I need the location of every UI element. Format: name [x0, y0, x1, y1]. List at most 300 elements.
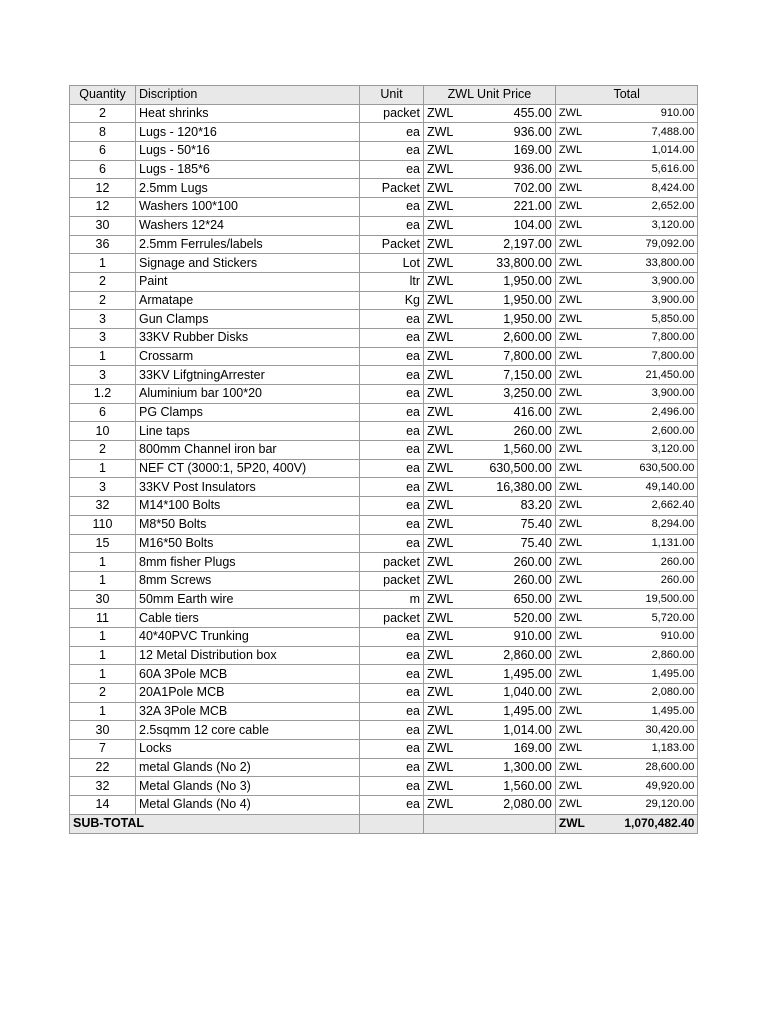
cell-total: 19,500.00: [588, 590, 698, 609]
cell-unit-price: 910.00: [456, 627, 555, 646]
cell-quantity: 3: [70, 366, 136, 385]
table-row: [70, 179, 698, 198]
cell-quantity: 8: [70, 123, 136, 142]
cell-description: Lugs - 120*16: [136, 123, 360, 142]
cell-total-currency: ZWL: [555, 179, 588, 198]
cell-total-currency: ZWL: [555, 571, 588, 590]
cell-total: 1,183.00: [588, 740, 698, 759]
cell-total-currency: ZWL: [555, 366, 588, 385]
cell-unit: ea: [360, 702, 424, 721]
cell-description: Lugs - 185*6: [136, 160, 360, 179]
cell-quantity: 30: [70, 216, 136, 235]
header-quantity: Quantity: [70, 86, 136, 105]
cell-price-currency: ZWL: [424, 590, 457, 609]
cell-total-currency: ZWL: [555, 422, 588, 441]
cell-unit: ea: [360, 721, 424, 740]
cell-total-currency: ZWL: [555, 403, 588, 422]
cell-total-currency: ZWL: [555, 665, 588, 684]
cell-total-currency: ZWL: [555, 459, 588, 478]
table-row: [70, 515, 698, 534]
cell-price-currency: ZWL: [424, 441, 457, 460]
table-row: [70, 478, 698, 497]
cell-unit-price: 169.00: [456, 740, 555, 759]
cell-description: 40*40PVC Trunking: [136, 627, 360, 646]
cell-unit-price: 75.40: [456, 515, 555, 534]
cell-description: 33KV LifgtningArrester: [136, 366, 360, 385]
cell-total-currency: ZWL: [555, 254, 588, 273]
cell-price-currency: ZWL: [424, 235, 457, 254]
cell-total-currency: ZWL: [555, 235, 588, 254]
table-row: [70, 777, 698, 796]
cell-description: Paint: [136, 272, 360, 291]
cell-quantity: 36: [70, 235, 136, 254]
cell-unit: ea: [360, 160, 424, 179]
cell-total-currency: ZWL: [555, 441, 588, 460]
cell-total: 2,860.00: [588, 646, 698, 665]
cell-description: 60A 3Pole MCB: [136, 665, 360, 684]
cell-total-currency: ZWL: [555, 646, 588, 665]
cell-description: 12 Metal Distribution box: [136, 646, 360, 665]
cell-description: PG Clamps: [136, 403, 360, 422]
cell-total-currency: ZWL: [555, 515, 588, 534]
cell-unit: Packet: [360, 235, 424, 254]
header-total: Total: [555, 86, 698, 105]
cell-description: Signage and Stickers: [136, 254, 360, 273]
cell-price-currency: ZWL: [424, 665, 457, 684]
cell-total: 3,900.00: [588, 272, 698, 291]
cell-quantity: 1: [70, 571, 136, 590]
table-row: [70, 571, 698, 590]
cell-total-currency: ZWL: [555, 553, 588, 572]
cell-quantity: 1: [70, 646, 136, 665]
cell-description: M14*100 Bolts: [136, 497, 360, 516]
cell-price-currency: ZWL: [424, 179, 457, 198]
cell-total-currency: ZWL: [555, 142, 588, 161]
cell-quantity: 1: [70, 459, 136, 478]
cell-total: 5,720.00: [588, 609, 698, 628]
cell-unit: ea: [360, 216, 424, 235]
cell-price-currency: ZWL: [424, 254, 457, 273]
cell-description: Washers 100*100: [136, 198, 360, 217]
cell-unit: ea: [360, 142, 424, 161]
cell-unit: ea: [360, 328, 424, 347]
cell-total-currency: ZWL: [555, 702, 588, 721]
table-row: [70, 665, 698, 684]
cell-unit: packet: [360, 104, 424, 123]
cell-price-currency: ZWL: [424, 534, 457, 553]
cell-unit: packet: [360, 609, 424, 628]
cell-total: 2,080.00: [588, 684, 698, 703]
cell-unit-price: 260.00: [456, 553, 555, 572]
cell-price-currency: ZWL: [424, 646, 457, 665]
cell-total-currency: ZWL: [555, 310, 588, 329]
cell-price-currency: ZWL: [424, 758, 457, 777]
cell-quantity: 14: [70, 796, 136, 815]
cell-price-currency: ZWL: [424, 385, 457, 404]
cell-total-currency: ZWL: [555, 627, 588, 646]
cell-total: 29,120.00: [588, 796, 698, 815]
cell-unit-price: 16,380.00: [456, 478, 555, 497]
cell-unit: ea: [360, 758, 424, 777]
cell-total-currency: ZWL: [555, 160, 588, 179]
cell-quantity: 7: [70, 740, 136, 759]
table-row: [70, 328, 698, 347]
cell-quantity: 3: [70, 478, 136, 497]
cell-total: 2,652.00: [588, 198, 698, 217]
cell-quantity: 32: [70, 497, 136, 516]
cell-quantity: 1: [70, 702, 136, 721]
cell-quantity: 12: [70, 179, 136, 198]
table-body: [70, 104, 698, 814]
cell-total: 7,800.00: [588, 328, 698, 347]
cell-price-currency: ZWL: [424, 198, 457, 217]
cell-total-currency: ZWL: [555, 721, 588, 740]
cell-unit: ea: [360, 385, 424, 404]
cell-total: 3,900.00: [588, 385, 698, 404]
cell-price-currency: ZWL: [424, 796, 457, 815]
subtotal-empty-price: [424, 814, 556, 833]
items-table: [69, 85, 698, 834]
cell-description: M16*50 Bolts: [136, 534, 360, 553]
header-unit-price: ZWL Unit Price: [424, 86, 556, 105]
cell-description: M8*50 Bolts: [136, 515, 360, 534]
cell-total-currency: ZWL: [555, 609, 588, 628]
cell-unit-price: 1,014.00: [456, 721, 555, 740]
cell-total: 7,488.00: [588, 123, 698, 142]
cell-description: Washers 12*24: [136, 216, 360, 235]
cell-total: 49,140.00: [588, 478, 698, 497]
cell-unit-price: 702.00: [456, 179, 555, 198]
table-row: [70, 347, 698, 366]
cell-description: metal Glands (No 2): [136, 758, 360, 777]
cell-price-currency: ZWL: [424, 478, 457, 497]
cell-total: 33,800.00: [588, 254, 698, 273]
cell-total: 49,920.00: [588, 777, 698, 796]
table-row: [70, 553, 698, 572]
cell-unit: Kg: [360, 291, 424, 310]
table-row: [70, 758, 698, 777]
cell-price-currency: ZWL: [424, 347, 457, 366]
table-row: [70, 254, 698, 273]
cell-unit: ltr: [360, 272, 424, 291]
cell-quantity: 2: [70, 291, 136, 310]
table-row: [70, 198, 698, 217]
cell-unit: packet: [360, 553, 424, 572]
cell-price-currency: ZWL: [424, 142, 457, 161]
cell-unit: ea: [360, 403, 424, 422]
table-row: [70, 142, 698, 161]
cell-unit-price: 650.00: [456, 590, 555, 609]
cell-total: 3,120.00: [588, 216, 698, 235]
cell-quantity: 2: [70, 104, 136, 123]
cell-description: Locks: [136, 740, 360, 759]
cell-description: NEF CT (3000:1, 5P20, 400V): [136, 459, 360, 478]
cell-price-currency: ZWL: [424, 123, 457, 142]
cell-price-currency: ZWL: [424, 291, 457, 310]
cell-total: 1,495.00: [588, 665, 698, 684]
cell-total: 1,131.00: [588, 534, 698, 553]
cell-unit: ea: [360, 441, 424, 460]
cell-unit-price: 936.00: [456, 160, 555, 179]
cell-unit-price: 3,250.00: [456, 385, 555, 404]
cell-description: Metal Glands (No 4): [136, 796, 360, 815]
cell-price-currency: ZWL: [424, 684, 457, 703]
cell-unit-price: 7,800.00: [456, 347, 555, 366]
header-description: Discription: [136, 86, 360, 105]
table-row: [70, 310, 698, 329]
cell-unit-price: 7,150.00: [456, 366, 555, 385]
cell-price-currency: ZWL: [424, 497, 457, 516]
cell-quantity: 15: [70, 534, 136, 553]
cell-unit: ea: [360, 366, 424, 385]
cell-total: 2,662.40: [588, 497, 698, 516]
cell-total-currency: ZWL: [555, 123, 588, 142]
cell-total: 3,900.00: [588, 291, 698, 310]
cell-price-currency: ZWL: [424, 403, 457, 422]
cell-price-currency: ZWL: [424, 553, 457, 572]
cell-unit: ea: [360, 497, 424, 516]
cell-unit: ea: [360, 198, 424, 217]
cell-price-currency: ZWL: [424, 328, 457, 347]
cell-description: 8mm fisher Plugs: [136, 553, 360, 572]
cell-description: 32A 3Pole MCB: [136, 702, 360, 721]
table-row: [70, 590, 698, 609]
cell-quantity: 2: [70, 684, 136, 703]
cell-total: 1,495.00: [588, 702, 698, 721]
cell-price-currency: ZWL: [424, 609, 457, 628]
header-row: [70, 86, 698, 105]
cell-quantity: 10: [70, 422, 136, 441]
cell-unit: ea: [360, 740, 424, 759]
cell-total: 7,800.00: [588, 347, 698, 366]
cell-unit-price: 2,860.00: [456, 646, 555, 665]
cell-unit: Packet: [360, 179, 424, 198]
table-row: [70, 534, 698, 553]
cell-total-currency: ZWL: [555, 534, 588, 553]
cell-unit: ea: [360, 515, 424, 534]
cell-total: 28,600.00: [588, 758, 698, 777]
cell-price-currency: ZWL: [424, 216, 457, 235]
cell-price-currency: ZWL: [424, 422, 457, 441]
cell-quantity: 2: [70, 272, 136, 291]
cell-total-currency: ZWL: [555, 478, 588, 497]
cell-unit-price: 260.00: [456, 571, 555, 590]
cell-quantity: 1: [70, 347, 136, 366]
cell-unit: m: [360, 590, 424, 609]
cell-total-currency: ZWL: [555, 347, 588, 366]
cell-description: 2.5mm Ferrules/labels: [136, 235, 360, 254]
table-row: [70, 459, 698, 478]
cell-unit-price: 83.20: [456, 497, 555, 516]
table-row: [70, 123, 698, 142]
cell-total: 2,600.00: [588, 422, 698, 441]
cell-unit-price: 936.00: [456, 123, 555, 142]
cell-quantity: 30: [70, 590, 136, 609]
cell-total: 1,014.00: [588, 142, 698, 161]
cell-unit-price: 2,197.00: [456, 235, 555, 254]
cell-quantity: 3: [70, 310, 136, 329]
cell-total-currency: ZWL: [555, 796, 588, 815]
cell-quantity: 32: [70, 777, 136, 796]
cell-unit-price: 520.00: [456, 609, 555, 628]
cell-description: 33KV Rubber Disks: [136, 328, 360, 347]
cell-unit: packet: [360, 571, 424, 590]
cell-total: 910.00: [588, 104, 698, 123]
cell-unit-price: 1,950.00: [456, 310, 555, 329]
table-row: [70, 403, 698, 422]
cell-quantity: 2: [70, 441, 136, 460]
cell-unit: ea: [360, 459, 424, 478]
cell-unit: ea: [360, 478, 424, 497]
cell-description: Metal Glands (No 3): [136, 777, 360, 796]
table-row: [70, 702, 698, 721]
cell-quantity: 1.2: [70, 385, 136, 404]
table-row: [70, 646, 698, 665]
cell-price-currency: ZWL: [424, 104, 457, 123]
table-row: [70, 422, 698, 441]
table-row: [70, 740, 698, 759]
cell-unit: ea: [360, 627, 424, 646]
cell-price-currency: ZWL: [424, 515, 457, 534]
cell-total: 260.00: [588, 553, 698, 572]
cell-quantity: 110: [70, 515, 136, 534]
table-row: [70, 627, 698, 646]
cell-total: 5,616.00: [588, 160, 698, 179]
cell-unit: ea: [360, 777, 424, 796]
cell-unit-price: 1,560.00: [456, 441, 555, 460]
cell-price-currency: ZWL: [424, 459, 457, 478]
cell-unit-price: 104.00: [456, 216, 555, 235]
cell-price-currency: ZWL: [424, 310, 457, 329]
cell-unit: ea: [360, 646, 424, 665]
cell-total: 260.00: [588, 571, 698, 590]
cell-quantity: 12: [70, 198, 136, 217]
cell-quantity: 1: [70, 627, 136, 646]
cell-price-currency: ZWL: [424, 571, 457, 590]
cell-unit-price: 1,495.00: [456, 702, 555, 721]
cell-unit: ea: [360, 347, 424, 366]
cell-price-currency: ZWL: [424, 740, 457, 759]
table-row: [70, 160, 698, 179]
cell-price-currency: ZWL: [424, 702, 457, 721]
cell-total: 21,450.00: [588, 366, 698, 385]
cell-total-currency: ZWL: [555, 684, 588, 703]
cell-total: 5,850.00: [588, 310, 698, 329]
cell-total-currency: ZWL: [555, 328, 588, 347]
cell-unit-price: 1,950.00: [456, 272, 555, 291]
cell-unit-price: 630,500.00: [456, 459, 555, 478]
subtotal-label: SUB-TOTAL: [70, 814, 360, 833]
table-row: [70, 441, 698, 460]
cell-unit: ea: [360, 123, 424, 142]
table-row: [70, 497, 698, 516]
cell-total-currency: ZWL: [555, 758, 588, 777]
cell-unit-price: 416.00: [456, 403, 555, 422]
cell-total: 910.00: [588, 627, 698, 646]
table-row: [70, 366, 698, 385]
cell-unit-price: 75.40: [456, 534, 555, 553]
cell-total-currency: ZWL: [555, 385, 588, 404]
cell-description: Line taps: [136, 422, 360, 441]
cell-total: 630,500.00: [588, 459, 698, 478]
cell-unit: ea: [360, 665, 424, 684]
cell-price-currency: ZWL: [424, 366, 457, 385]
cell-quantity: 6: [70, 403, 136, 422]
table-row: [70, 796, 698, 815]
cell-total: 79,092.00: [588, 235, 698, 254]
table-row: [70, 216, 698, 235]
cell-quantity: 1: [70, 665, 136, 684]
cell-price-currency: ZWL: [424, 777, 457, 796]
table-row: [70, 721, 698, 740]
cell-total-currency: ZWL: [555, 216, 588, 235]
cell-total-currency: ZWL: [555, 291, 588, 310]
table-row: [70, 291, 698, 310]
cell-description: 20A1Pole MCB: [136, 684, 360, 703]
cell-quantity: 6: [70, 142, 136, 161]
cell-description: 2.5sqmm 12 core cable: [136, 721, 360, 740]
cell-unit-price: 221.00: [456, 198, 555, 217]
cell-quantity: 1: [70, 553, 136, 572]
cell-description: Crossarm: [136, 347, 360, 366]
cell-unit-price: 1,950.00: [456, 291, 555, 310]
subtotal-value: 1,070,482.40: [588, 814, 698, 833]
cell-unit-price: 2,080.00: [456, 796, 555, 815]
cell-unit-price: 1,495.00: [456, 665, 555, 684]
cell-unit: ea: [360, 422, 424, 441]
cell-description: Cable tiers: [136, 609, 360, 628]
cell-unit-price: 1,300.00: [456, 758, 555, 777]
cell-unit-price: 2,600.00: [456, 328, 555, 347]
cell-description: 800mm Channel iron bar: [136, 441, 360, 460]
cell-description: Aluminium bar 100*20: [136, 385, 360, 404]
cell-quantity: 6: [70, 160, 136, 179]
header-unit: Unit: [360, 86, 424, 105]
cell-unit: ea: [360, 534, 424, 553]
table-row: [70, 104, 698, 123]
cell-description: 33KV Post Insulators: [136, 478, 360, 497]
cell-price-currency: ZWL: [424, 721, 457, 740]
cell-total: 3,120.00: [588, 441, 698, 460]
cell-quantity: 1: [70, 254, 136, 273]
subtotal-empty-unit: [360, 814, 424, 833]
cell-quantity: 3: [70, 328, 136, 347]
subtotal-currency: ZWL: [555, 814, 588, 833]
cell-total: 8,424.00: [588, 179, 698, 198]
table-row: [70, 272, 698, 291]
cell-unit-price: 1,560.00: [456, 777, 555, 796]
cell-quantity: 11: [70, 609, 136, 628]
cell-quantity: 30: [70, 721, 136, 740]
cell-unit: Lot: [360, 254, 424, 273]
cell-description: Heat shrinks: [136, 104, 360, 123]
cell-total-currency: ZWL: [555, 590, 588, 609]
cell-unit-price: 455.00: [456, 104, 555, 123]
cell-unit-price: 169.00: [456, 142, 555, 161]
cell-total-currency: ZWL: [555, 497, 588, 516]
cell-total: 30,420.00: [588, 721, 698, 740]
cell-description: Armatape: [136, 291, 360, 310]
cell-total-currency: ZWL: [555, 198, 588, 217]
cell-unit: ea: [360, 684, 424, 703]
table-row: [70, 385, 698, 404]
cell-price-currency: ZWL: [424, 160, 457, 179]
cell-total-currency: ZWL: [555, 104, 588, 123]
subtotal-row: [70, 814, 698, 833]
cell-description: 50mm Earth wire: [136, 590, 360, 609]
cell-price-currency: ZWL: [424, 272, 457, 291]
cell-total: 2,496.00: [588, 403, 698, 422]
